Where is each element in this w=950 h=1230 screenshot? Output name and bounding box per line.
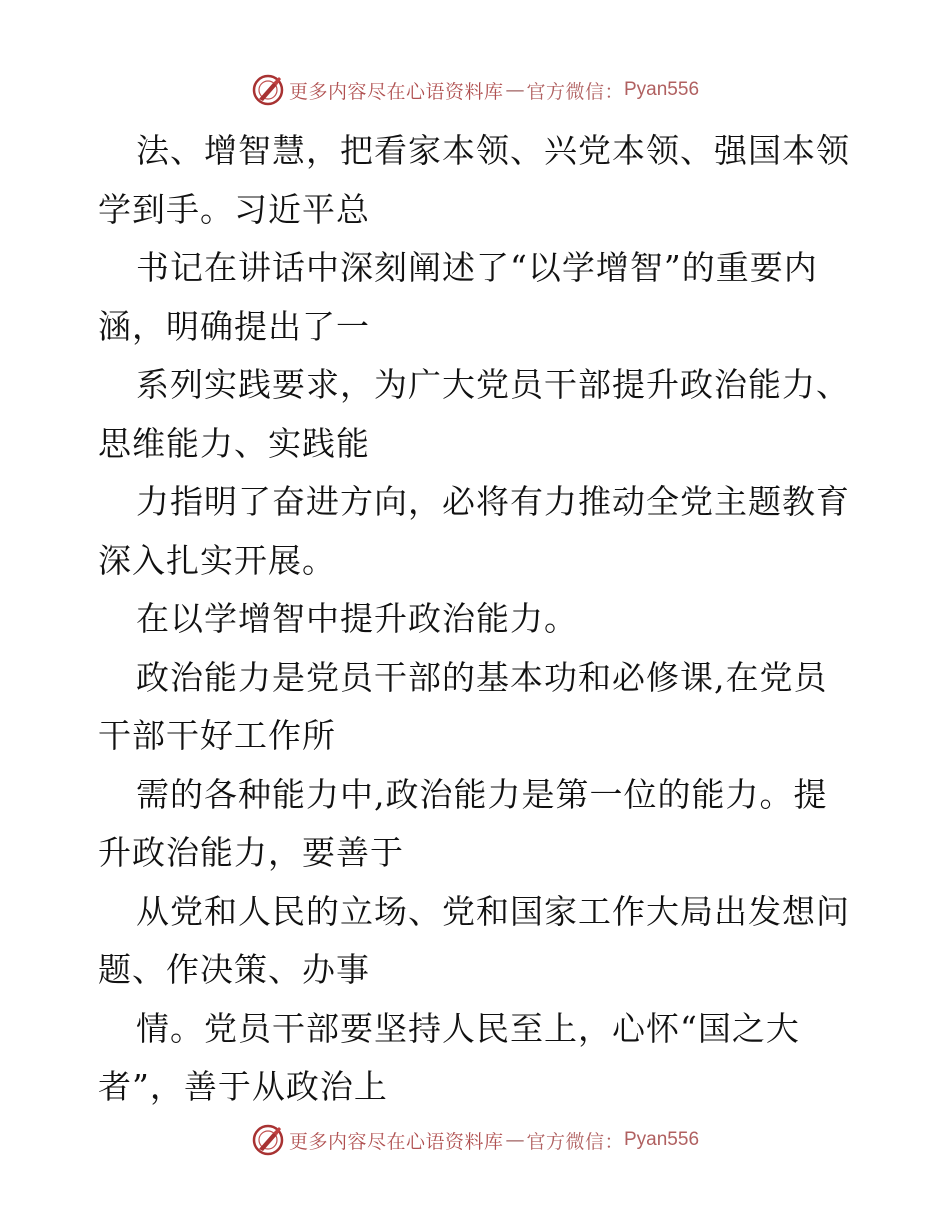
text-line: 书记在讲话中深刻阐述了“以学增智”的重要内 bbox=[136, 248, 818, 287]
text-line: 思维能力、实践能 bbox=[98, 423, 370, 463]
footer-banner bbox=[0, 1120, 950, 1160]
text-line: 深入扎实开展。 bbox=[98, 540, 336, 580]
pen-logo-icon bbox=[251, 73, 285, 107]
header-banner bbox=[0, 70, 950, 110]
text-line: 者”，善于从政治上 bbox=[98, 1067, 388, 1106]
header-wechat-id: Pyan556 bbox=[624, 79, 700, 100]
text-line: 法、增智慧，把看家本领、兴党本领、强国本领 bbox=[136, 131, 850, 170]
pen-logo-icon bbox=[251, 1123, 285, 1157]
text-line: 干部干好工作所 bbox=[98, 716, 336, 755]
text-line: 学到手。习近平总 bbox=[98, 189, 370, 229]
text-line: 在以学增智中提升政治能力。 bbox=[136, 599, 578, 638]
footer-wechat-label: 官方微信： bbox=[526, 1130, 624, 1153]
text-line: 情。党员干部要坚持人民至上，心怀“国之大 bbox=[136, 1008, 800, 1048]
text-line: 从党和人民的立场、党和国家工作大局出发想问 bbox=[136, 891, 850, 931]
header-wechat-label: 官方微信： bbox=[526, 80, 624, 103]
text-line: 升政治能力，要善于 bbox=[98, 833, 404, 872]
body-text bbox=[98, 122, 858, 1117]
footer-wechat-id: Pyan556 bbox=[624, 1129, 700, 1150]
footer-brand: 更多内容尽在心语资料库 bbox=[288, 1130, 504, 1153]
text-line: 政治能力是党员干部的基本功和必修课,在党员 bbox=[136, 657, 828, 697]
text-line: 系列实践要求，为广大党员干部提升政治能力、 bbox=[136, 365, 850, 404]
footer-separator: — bbox=[505, 1129, 525, 1151]
text-line: 涵，明确提出了一 bbox=[98, 306, 370, 346]
header-brand: 更多内容尽在心语资料库 bbox=[288, 80, 504, 103]
header-separator: — bbox=[505, 79, 525, 101]
text-line: 需的各种能力中,政治能力是第一位的能力。提 bbox=[136, 774, 828, 814]
text-line: 题、作决策、办事 bbox=[98, 950, 370, 989]
text-line: 力指明了奋进方向，必将有力推动全党主题教育 bbox=[136, 482, 850, 521]
